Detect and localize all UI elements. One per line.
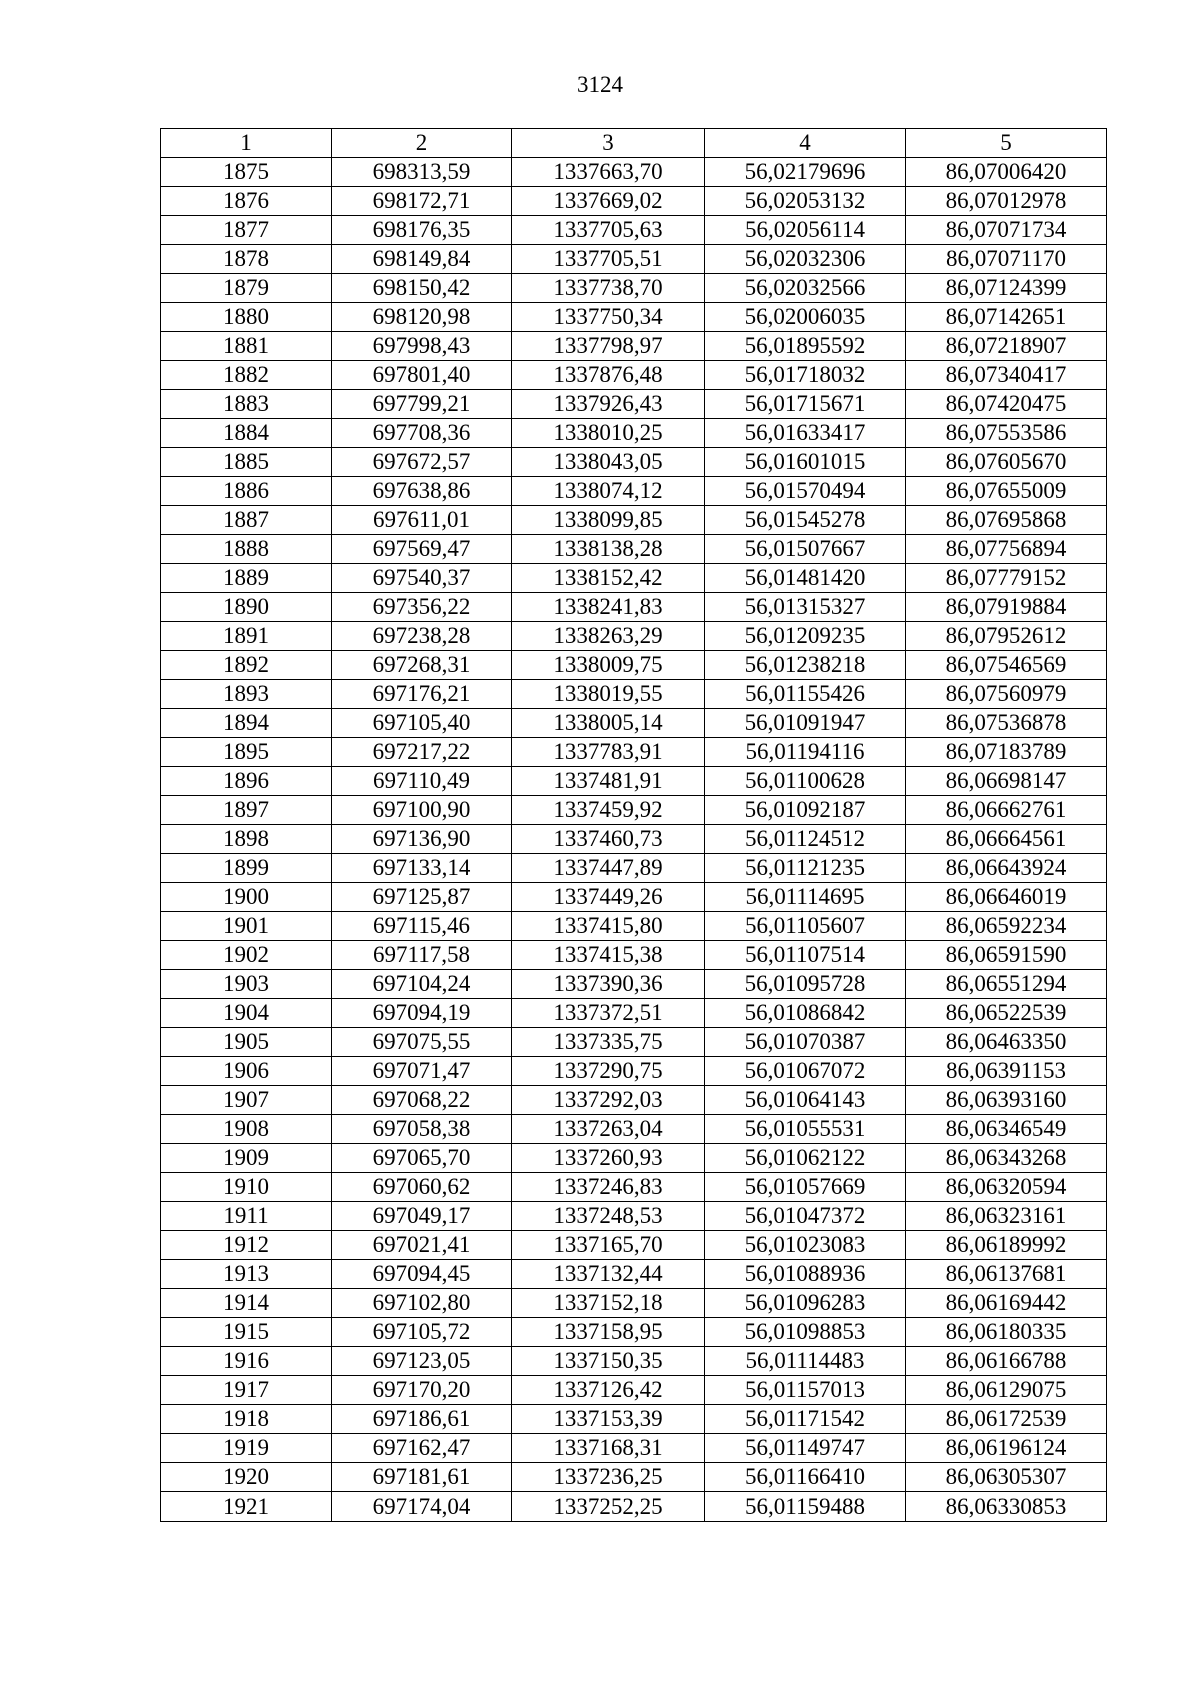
y-coordinate-cell: 1338241,83	[512, 593, 705, 622]
y-coordinate-cell: 1337126,42	[512, 1376, 705, 1405]
x-coordinate-cell: 698120,98	[332, 303, 512, 332]
x-coordinate-cell: 698176,35	[332, 216, 512, 245]
longitude-cell: 86,06551294	[906, 970, 1107, 999]
y-coordinate-cell: 1338099,85	[512, 506, 705, 535]
table-row	[161, 1492, 1107, 1522]
longitude-cell: 86,07919884	[906, 593, 1107, 622]
table-body	[161, 158, 1107, 1522]
table-row	[161, 883, 1107, 912]
table-row	[161, 767, 1107, 796]
longitude-cell: 86,07071734	[906, 216, 1107, 245]
latitude-cell: 56,01507667	[705, 535, 906, 564]
longitude-cell: 86,06180335	[906, 1318, 1107, 1347]
y-coordinate-cell: 1337447,89	[512, 854, 705, 883]
table-row	[161, 1318, 1107, 1347]
point-number-cell: 1920	[161, 1463, 332, 1492]
y-coordinate-cell: 1338138,28	[512, 535, 705, 564]
point-number-cell: 1899	[161, 854, 332, 883]
table-row	[161, 1173, 1107, 1202]
table-row	[161, 1231, 1107, 1260]
y-coordinate-cell: 1337153,39	[512, 1405, 705, 1434]
longitude-cell: 86,07420475	[906, 390, 1107, 419]
y-coordinate-cell: 1338005,14	[512, 709, 705, 738]
longitude-cell: 86,07695868	[906, 506, 1107, 535]
longitude-cell: 86,06662761	[906, 796, 1107, 825]
latitude-cell: 56,01105607	[705, 912, 906, 941]
y-coordinate-cell: 1337165,70	[512, 1231, 705, 1260]
latitude-cell: 56,01055531	[705, 1115, 906, 1144]
y-coordinate-cell: 1338010,25	[512, 419, 705, 448]
longitude-cell: 86,07183789	[906, 738, 1107, 767]
latitude-cell: 56,01088936	[705, 1260, 906, 1289]
table-row	[161, 825, 1107, 854]
table-row	[161, 1347, 1107, 1376]
x-coordinate-cell: 697708,36	[332, 419, 512, 448]
table-row	[161, 1202, 1107, 1231]
latitude-cell: 56,01545278	[705, 506, 906, 535]
table-row	[161, 1376, 1107, 1405]
x-coordinate-cell: 698149,84	[332, 245, 512, 274]
point-number-cell: 1918	[161, 1405, 332, 1434]
page-number: 3124	[577, 72, 623, 97]
longitude-cell: 86,06129075	[906, 1376, 1107, 1405]
latitude-cell: 56,01064143	[705, 1086, 906, 1115]
x-coordinate-cell: 698172,71	[332, 187, 512, 216]
x-coordinate-cell: 697115,46	[332, 912, 512, 941]
latitude-cell: 56,01209235	[705, 622, 906, 651]
point-number-cell: 1902	[161, 941, 332, 970]
x-coordinate-cell: 697125,87	[332, 883, 512, 912]
point-number-cell: 1906	[161, 1057, 332, 1086]
point-number-cell: 1917	[161, 1376, 332, 1405]
y-coordinate-cell: 1337449,26	[512, 883, 705, 912]
x-coordinate-cell: 697174,04	[332, 1492, 512, 1522]
latitude-cell: 56,01159488	[705, 1492, 906, 1522]
latitude-cell: 56,01166410	[705, 1463, 906, 1492]
x-coordinate-cell: 697540,37	[332, 564, 512, 593]
longitude-cell: 86,06592234	[906, 912, 1107, 941]
table-row	[161, 622, 1107, 651]
longitude-cell: 86,06166788	[906, 1347, 1107, 1376]
table-row	[161, 303, 1107, 332]
longitude-cell: 86,07605670	[906, 448, 1107, 477]
x-coordinate-cell: 697799,21	[332, 390, 512, 419]
y-coordinate-cell: 1337460,73	[512, 825, 705, 854]
latitude-cell: 56,02056114	[705, 216, 906, 245]
point-number-cell: 1914	[161, 1289, 332, 1318]
x-coordinate-cell: 697105,40	[332, 709, 512, 738]
coordinates-table	[160, 128, 1107, 1522]
x-coordinate-cell: 697104,24	[332, 970, 512, 999]
y-coordinate-cell: 1337459,92	[512, 796, 705, 825]
point-number-cell: 1887	[161, 506, 332, 535]
longitude-cell: 86,06393160	[906, 1086, 1107, 1115]
point-number-cell: 1892	[161, 651, 332, 680]
longitude-cell: 86,07536878	[906, 709, 1107, 738]
x-coordinate-cell: 697094,19	[332, 999, 512, 1028]
latitude-cell: 56,02032306	[705, 245, 906, 274]
point-number-cell: 1883	[161, 390, 332, 419]
table-row	[161, 738, 1107, 767]
x-coordinate-cell: 697569,47	[332, 535, 512, 564]
table-header	[161, 129, 1107, 158]
x-coordinate-cell: 697058,38	[332, 1115, 512, 1144]
column-header: 3	[512, 129, 705, 158]
latitude-cell: 56,01124512	[705, 825, 906, 854]
x-coordinate-cell: 697268,31	[332, 651, 512, 680]
table-row	[161, 854, 1107, 883]
y-coordinate-cell: 1337783,91	[512, 738, 705, 767]
y-coordinate-cell: 1337481,91	[512, 767, 705, 796]
table-row	[161, 1115, 1107, 1144]
longitude-cell: 86,07071170	[906, 245, 1107, 274]
point-number-cell: 1913	[161, 1260, 332, 1289]
table-row	[161, 651, 1107, 680]
y-coordinate-cell: 1338263,29	[512, 622, 705, 651]
longitude-cell: 86,07006420	[906, 158, 1107, 187]
x-coordinate-cell: 697049,17	[332, 1202, 512, 1231]
latitude-cell: 56,01114695	[705, 883, 906, 912]
y-coordinate-cell: 1337663,70	[512, 158, 705, 187]
y-coordinate-cell: 1337669,02	[512, 187, 705, 216]
latitude-cell: 56,02179696	[705, 158, 906, 187]
latitude-cell: 56,01633417	[705, 419, 906, 448]
point-number-cell: 1919	[161, 1434, 332, 1463]
point-number-cell: 1890	[161, 593, 332, 622]
y-coordinate-cell: 1337246,83	[512, 1173, 705, 1202]
table-row	[161, 941, 1107, 970]
latitude-cell: 56,01114483	[705, 1347, 906, 1376]
y-coordinate-cell: 1337926,43	[512, 390, 705, 419]
point-number-cell: 1893	[161, 680, 332, 709]
latitude-cell: 56,02006035	[705, 303, 906, 332]
table-row	[161, 216, 1107, 245]
longitude-cell: 86,06323161	[906, 1202, 1107, 1231]
latitude-cell: 56,01100628	[705, 767, 906, 796]
point-number-cell: 1877	[161, 216, 332, 245]
y-coordinate-cell: 1338043,05	[512, 448, 705, 477]
point-number-cell: 1875	[161, 158, 332, 187]
table-row	[161, 506, 1107, 535]
point-number-cell: 1882	[161, 361, 332, 390]
longitude-cell: 86,06346549	[906, 1115, 1107, 1144]
table-row	[161, 187, 1107, 216]
table-row	[161, 680, 1107, 709]
point-number-cell: 1885	[161, 448, 332, 477]
latitude-cell: 56,01171542	[705, 1405, 906, 1434]
x-coordinate-cell: 697217,22	[332, 738, 512, 767]
longitude-cell: 86,06196124	[906, 1434, 1107, 1463]
table-row	[161, 332, 1107, 361]
longitude-cell: 86,06698147	[906, 767, 1107, 796]
x-coordinate-cell: 697094,45	[332, 1260, 512, 1289]
point-number-cell: 1912	[161, 1231, 332, 1260]
x-coordinate-cell: 697102,80	[332, 1289, 512, 1318]
y-coordinate-cell: 1337335,75	[512, 1028, 705, 1057]
point-number-cell: 1896	[161, 767, 332, 796]
longitude-cell: 86,06591590	[906, 941, 1107, 970]
y-coordinate-cell: 1337705,63	[512, 216, 705, 245]
longitude-cell: 86,07779152	[906, 564, 1107, 593]
y-coordinate-cell: 1337415,80	[512, 912, 705, 941]
y-coordinate-cell: 1337390,36	[512, 970, 705, 999]
table-row	[161, 1289, 1107, 1318]
table-row	[161, 796, 1107, 825]
longitude-cell: 86,07124399	[906, 274, 1107, 303]
point-number-cell: 1891	[161, 622, 332, 651]
table-row	[161, 970, 1107, 999]
point-number-cell: 1881	[161, 332, 332, 361]
y-coordinate-cell: 1338074,12	[512, 477, 705, 506]
point-number-cell: 1903	[161, 970, 332, 999]
latitude-cell: 56,01194116	[705, 738, 906, 767]
x-coordinate-cell: 697672,57	[332, 448, 512, 477]
table-row	[161, 1057, 1107, 1086]
longitude-cell: 86,06320594	[906, 1173, 1107, 1202]
x-coordinate-cell: 697021,41	[332, 1231, 512, 1260]
table-row	[161, 158, 1107, 187]
table-row	[161, 1405, 1107, 1434]
table-row	[161, 564, 1107, 593]
point-number-cell: 1909	[161, 1144, 332, 1173]
latitude-cell: 56,01121235	[705, 854, 906, 883]
x-coordinate-cell: 697136,90	[332, 825, 512, 854]
table-row	[161, 709, 1107, 738]
latitude-cell: 56,01057669	[705, 1173, 906, 1202]
x-coordinate-cell: 697117,58	[332, 941, 512, 970]
point-number-cell: 1894	[161, 709, 332, 738]
y-coordinate-cell: 1337152,18	[512, 1289, 705, 1318]
latitude-cell: 56,01107514	[705, 941, 906, 970]
point-number-cell: 1876	[161, 187, 332, 216]
x-coordinate-cell: 697133,14	[332, 854, 512, 883]
table-row	[161, 477, 1107, 506]
y-coordinate-cell: 1338152,42	[512, 564, 705, 593]
x-coordinate-cell: 697181,61	[332, 1463, 512, 1492]
column-header: 4	[705, 129, 906, 158]
latitude-cell: 56,01067072	[705, 1057, 906, 1086]
y-coordinate-cell: 1337798,97	[512, 332, 705, 361]
latitude-cell: 56,01238218	[705, 651, 906, 680]
x-coordinate-cell: 697100,90	[332, 796, 512, 825]
y-coordinate-cell: 1337168,31	[512, 1434, 705, 1463]
longitude-cell: 86,06189992	[906, 1231, 1107, 1260]
longitude-cell: 86,06305307	[906, 1463, 1107, 1492]
table-row	[161, 1028, 1107, 1057]
x-coordinate-cell: 697065,70	[332, 1144, 512, 1173]
table-row	[161, 390, 1107, 419]
longitude-cell: 86,07340417	[906, 361, 1107, 390]
point-number-cell: 1916	[161, 1347, 332, 1376]
header-row	[161, 129, 1107, 158]
column-header: 1	[161, 129, 332, 158]
longitude-cell: 86,06391153	[906, 1057, 1107, 1086]
y-coordinate-cell: 1337158,95	[512, 1318, 705, 1347]
x-coordinate-cell: 697162,47	[332, 1434, 512, 1463]
y-coordinate-cell: 1337260,93	[512, 1144, 705, 1173]
y-coordinate-cell: 1337236,25	[512, 1463, 705, 1492]
longitude-cell: 86,07553586	[906, 419, 1107, 448]
longitude-cell: 86,07756894	[906, 535, 1107, 564]
latitude-cell: 56,01895592	[705, 332, 906, 361]
x-coordinate-cell: 697801,40	[332, 361, 512, 390]
point-number-cell: 1907	[161, 1086, 332, 1115]
point-number-cell: 1888	[161, 535, 332, 564]
y-coordinate-cell: 1337263,04	[512, 1115, 705, 1144]
latitude-cell: 56,01047372	[705, 1202, 906, 1231]
point-number-cell: 1889	[161, 564, 332, 593]
point-number-cell: 1878	[161, 245, 332, 274]
y-coordinate-cell: 1337372,51	[512, 999, 705, 1028]
longitude-cell: 86,07560979	[906, 680, 1107, 709]
point-number-cell: 1901	[161, 912, 332, 941]
x-coordinate-cell: 697356,22	[332, 593, 512, 622]
point-number-cell: 1884	[161, 419, 332, 448]
x-coordinate-cell: 697060,62	[332, 1173, 512, 1202]
column-header: 2	[332, 129, 512, 158]
point-number-cell: 1879	[161, 274, 332, 303]
longitude-cell: 86,07218907	[906, 332, 1107, 361]
point-number-cell: 1908	[161, 1115, 332, 1144]
point-number-cell: 1904	[161, 999, 332, 1028]
table-row	[161, 1434, 1107, 1463]
point-number-cell: 1910	[161, 1173, 332, 1202]
y-coordinate-cell: 1337705,51	[512, 245, 705, 274]
longitude-cell: 86,07546569	[906, 651, 1107, 680]
column-header: 5	[906, 129, 1107, 158]
point-number-cell: 1915	[161, 1318, 332, 1347]
table-row	[161, 1144, 1107, 1173]
table-row	[161, 361, 1107, 390]
point-number-cell: 1886	[161, 477, 332, 506]
y-coordinate-cell: 1337248,53	[512, 1202, 705, 1231]
latitude-cell: 56,01098853	[705, 1318, 906, 1347]
point-number-cell: 1911	[161, 1202, 332, 1231]
x-coordinate-cell: 697611,01	[332, 506, 512, 535]
x-coordinate-cell: 697071,47	[332, 1057, 512, 1086]
latitude-cell: 56,02053132	[705, 187, 906, 216]
latitude-cell: 56,01715671	[705, 390, 906, 419]
y-coordinate-cell: 1337132,44	[512, 1260, 705, 1289]
table-row	[161, 999, 1107, 1028]
latitude-cell: 56,01315327	[705, 593, 906, 622]
longitude-cell: 86,06330853	[906, 1492, 1107, 1522]
latitude-cell: 56,01062122	[705, 1144, 906, 1173]
latitude-cell: 56,01096283	[705, 1289, 906, 1318]
longitude-cell: 86,07655009	[906, 477, 1107, 506]
x-coordinate-cell: 697068,22	[332, 1086, 512, 1115]
longitude-cell: 86,06137681	[906, 1260, 1107, 1289]
longitude-cell: 86,06172539	[906, 1405, 1107, 1434]
latitude-cell: 56,01092187	[705, 796, 906, 825]
longitude-cell: 86,07012978	[906, 187, 1107, 216]
latitude-cell: 56,02032566	[705, 274, 906, 303]
y-coordinate-cell: 1337415,38	[512, 941, 705, 970]
latitude-cell: 56,01149747	[705, 1434, 906, 1463]
longitude-cell: 86,06343268	[906, 1144, 1107, 1173]
table-row	[161, 245, 1107, 274]
x-coordinate-cell: 697075,55	[332, 1028, 512, 1057]
point-number-cell: 1897	[161, 796, 332, 825]
table-row	[161, 912, 1107, 941]
x-coordinate-cell: 697170,20	[332, 1376, 512, 1405]
x-coordinate-cell: 698150,42	[332, 274, 512, 303]
y-coordinate-cell: 1337750,34	[512, 303, 705, 332]
x-coordinate-cell: 697105,72	[332, 1318, 512, 1347]
latitude-cell: 56,01718032	[705, 361, 906, 390]
latitude-cell: 56,01070387	[705, 1028, 906, 1057]
y-coordinate-cell: 1337252,25	[512, 1492, 705, 1522]
longitude-cell: 86,07952612	[906, 622, 1107, 651]
latitude-cell: 56,01155426	[705, 680, 906, 709]
x-coordinate-cell: 697110,49	[332, 767, 512, 796]
latitude-cell: 56,01086842	[705, 999, 906, 1028]
x-coordinate-cell: 698313,59	[332, 158, 512, 187]
x-coordinate-cell: 697998,43	[332, 332, 512, 361]
point-number-cell: 1895	[161, 738, 332, 767]
y-coordinate-cell: 1337738,70	[512, 274, 705, 303]
longitude-cell: 86,06522539	[906, 999, 1107, 1028]
longitude-cell: 86,07142651	[906, 303, 1107, 332]
table-row	[161, 1086, 1107, 1115]
point-number-cell: 1921	[161, 1492, 332, 1522]
x-coordinate-cell: 697638,86	[332, 477, 512, 506]
longitude-cell: 86,06646019	[906, 883, 1107, 912]
table-row	[161, 535, 1107, 564]
longitude-cell: 86,06169442	[906, 1289, 1107, 1318]
latitude-cell: 56,01095728	[705, 970, 906, 999]
y-coordinate-cell: 1338019,55	[512, 680, 705, 709]
latitude-cell: 56,01570494	[705, 477, 906, 506]
x-coordinate-cell: 697176,21	[332, 680, 512, 709]
point-number-cell: 1898	[161, 825, 332, 854]
longitude-cell: 86,06643924	[906, 854, 1107, 883]
latitude-cell: 56,01601015	[705, 448, 906, 477]
longitude-cell: 86,06463350	[906, 1028, 1107, 1057]
latitude-cell: 56,01091947	[705, 709, 906, 738]
table-row	[161, 448, 1107, 477]
x-coordinate-cell: 697123,05	[332, 1347, 512, 1376]
table-row	[161, 419, 1107, 448]
table-row	[161, 593, 1107, 622]
latitude-cell: 56,01157013	[705, 1376, 906, 1405]
point-number-cell: 1900	[161, 883, 332, 912]
point-number-cell: 1880	[161, 303, 332, 332]
longitude-cell: 86,06664561	[906, 825, 1107, 854]
x-coordinate-cell: 697238,28	[332, 622, 512, 651]
table-row	[161, 1260, 1107, 1289]
latitude-cell: 56,01481420	[705, 564, 906, 593]
y-coordinate-cell: 1337292,03	[512, 1086, 705, 1115]
latitude-cell: 56,01023083	[705, 1231, 906, 1260]
table-row	[161, 1463, 1107, 1492]
point-number-cell: 1905	[161, 1028, 332, 1057]
y-coordinate-cell: 1338009,75	[512, 651, 705, 680]
y-coordinate-cell: 1337150,35	[512, 1347, 705, 1376]
y-coordinate-cell: 1337876,48	[512, 361, 705, 390]
y-coordinate-cell: 1337290,75	[512, 1057, 705, 1086]
x-coordinate-cell: 697186,61	[332, 1405, 512, 1434]
table-row	[161, 274, 1107, 303]
